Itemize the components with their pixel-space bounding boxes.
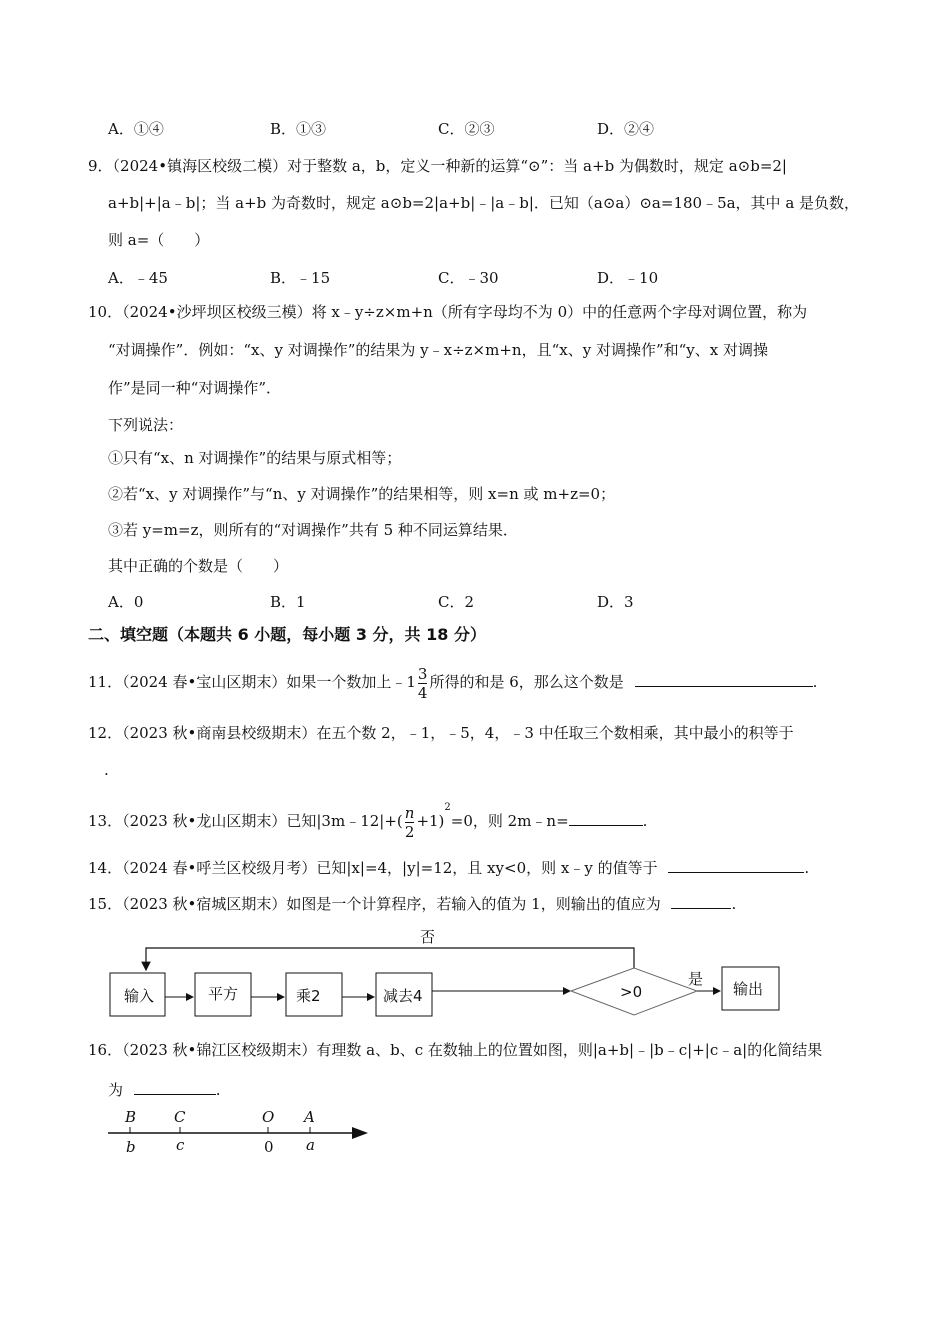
q10-option-d: D．3 bbox=[597, 593, 634, 611]
flow-text-cond: >0 bbox=[620, 983, 643, 1001]
q9-option-c: C．﹣30 bbox=[438, 269, 499, 287]
q8-option-c: C．②③ bbox=[438, 120, 495, 138]
q14-text: 14．（2024 春•呼兰区校级月考）已知|x|=4，|y|=12，且 xy<0，则 x﹣y 的值等于 bbox=[88, 859, 658, 877]
q16-text: 为 bbox=[108, 1081, 124, 1099]
q13-text-after: =0，则 2m﹣n= bbox=[450, 812, 569, 830]
q16-number-line bbox=[100, 1100, 380, 1160]
flow-label-yes: 是 bbox=[688, 970, 704, 988]
q10-line-2: “对调操作”．例如：“x、y 对调操作”的结果为 y﹣x÷z×m+n，且“x、y 对调操作”和“y、x 对调操 bbox=[108, 341, 768, 359]
q10-option-a: A．0 bbox=[108, 593, 144, 611]
q12-period: . bbox=[104, 761, 109, 779]
q10-line-4: 下列说法： bbox=[108, 416, 184, 434]
q15-text: 15．（2023 秋•宿城区期末）如图是一个计算程序，若输入的值为 1，则输出的值应为 bbox=[88, 895, 661, 913]
q13-text-mid: +1) bbox=[416, 812, 445, 830]
point-label-C: C bbox=[174, 1108, 186, 1126]
q9-option-a: A．﹣45 bbox=[108, 269, 168, 287]
q11-text-before: 11．（2024 春•宝山区期末）如果一个数加上﹣1 bbox=[88, 673, 416, 691]
flow-text-square: 平方 bbox=[208, 985, 239, 1003]
value-label-a: a bbox=[306, 1136, 315, 1154]
section-heading: 二、填空题（本题共 6 小题，每小题 3 分，共 18 分） bbox=[88, 625, 486, 644]
no-loop-arrow bbox=[146, 948, 634, 970]
q8-option-d: D．②④ bbox=[597, 120, 655, 138]
q10-statement-1: ①只有“x、n 对调操作”的结果与原式相等； bbox=[108, 449, 402, 467]
q13-fraction bbox=[405, 804, 415, 841]
q16-line-1: 16．（2023 秋•锦江区校级期末）有理数 a、b、c 在数轴上的位置如图，则|a+b|﹣|b﹣c|+|c﹣a|的化简结果 bbox=[88, 1041, 823, 1059]
value-label-0: 0 bbox=[264, 1138, 274, 1156]
point-label-A: A bbox=[304, 1108, 315, 1126]
flow-text-input: 输入 bbox=[124, 987, 155, 1005]
value-label-b: b bbox=[126, 1138, 136, 1156]
q13-period: . bbox=[642, 812, 648, 830]
q9-line-1: 9．（2024•镇海区校级二模）对于整数 a，b，定义一种新的运算“⊙”：当 a+b 为偶数时，规定 a⊙b=2| bbox=[88, 157, 787, 175]
flow-text-times2: 乘2 bbox=[296, 987, 321, 1005]
axis-arrow-icon bbox=[352, 1127, 368, 1139]
q10-option-b: B．1 bbox=[270, 593, 306, 611]
q13-text-before: 13．（2023 秋•龙山区期末）已知|3m﹣12|+( bbox=[88, 812, 403, 830]
q11-fraction bbox=[418, 665, 428, 702]
q10-statement-2: ②若“x、y 对调操作”与“n、y 对调操作”的结果相等，则 x=n 或 m+z=0； bbox=[108, 485, 616, 503]
q11-frac-den: 4 bbox=[417, 683, 428, 702]
point-label-B: B bbox=[125, 1108, 137, 1126]
q13-exponent: 2 bbox=[444, 802, 451, 813]
q10-line-3: 作”是同一种“对调操作”． bbox=[108, 379, 282, 397]
q15 bbox=[88, 894, 736, 914]
q15-answer-blank[interactable] bbox=[671, 894, 731, 909]
q8-option-a: A．①④ bbox=[108, 120, 164, 138]
q9-option-d: D．﹣10 bbox=[597, 269, 659, 287]
q14-answer-blank[interactable] bbox=[668, 858, 804, 873]
q11-period: . bbox=[812, 673, 818, 691]
q10-option-c: C．2 bbox=[438, 593, 475, 611]
q10-line-1: 10．（2024•沙坪坝区校级三模）将 x﹣y÷z×m+n（所有字母均不为 0）中的任意两个字母对调位置，称为 bbox=[88, 303, 808, 321]
q16-answer-blank[interactable] bbox=[134, 1080, 216, 1095]
q16-period: . bbox=[215, 1081, 221, 1099]
q13-frac-num: n bbox=[404, 803, 415, 822]
q13-frac-den: 2 bbox=[404, 822, 415, 841]
flow-text-minus4: 减去4 bbox=[383, 987, 423, 1005]
q13 bbox=[88, 798, 647, 841]
q11-text-after: 所得的和是 6，那么这个数是 bbox=[429, 673, 624, 691]
q10-statement-3: ③若 y=m=z，则所有的“对调操作”共有 5 种不同运算结果． bbox=[108, 521, 518, 539]
q8-option-b: B．①③ bbox=[270, 120, 327, 138]
flow-label-no: 否 bbox=[420, 928, 436, 946]
q10-line-8: 其中正确的个数是（ ） bbox=[108, 557, 289, 575]
q9-option-b: B．﹣15 bbox=[270, 269, 331, 287]
value-label-c: c bbox=[176, 1136, 185, 1154]
q15-period: . bbox=[731, 895, 737, 913]
axis-ticks bbox=[130, 1127, 310, 1133]
q13-answer-blank[interactable] bbox=[569, 811, 643, 826]
q15-flowchart bbox=[100, 920, 800, 1020]
q12-line: 12．（2023 秋•商南县校级期末）在五个数 2，﹣1，﹣5，4，﹣3 中任取三个数相乘，其中最小的积等于 bbox=[88, 724, 794, 742]
point-label-O: O bbox=[262, 1108, 275, 1126]
flow-text-output: 输出 bbox=[733, 980, 764, 998]
q9-line-2: a+b|+|a﹣b|；当 a+b 为奇数时，规定 a⊙b=2|a+b|﹣|a﹣b|．已知（a⊙a）⊙a=180﹣5a，其中 a 是负数， bbox=[108, 194, 860, 212]
q11-answer-blank[interactable] bbox=[635, 672, 813, 687]
q16-line-2 bbox=[108, 1080, 221, 1100]
q14 bbox=[88, 858, 809, 878]
q11-frac-num: 3 bbox=[417, 664, 428, 683]
q11 bbox=[88, 662, 817, 702]
q14-period: . bbox=[804, 859, 810, 877]
q9-line-3: 则 a=（ ） bbox=[108, 231, 210, 249]
